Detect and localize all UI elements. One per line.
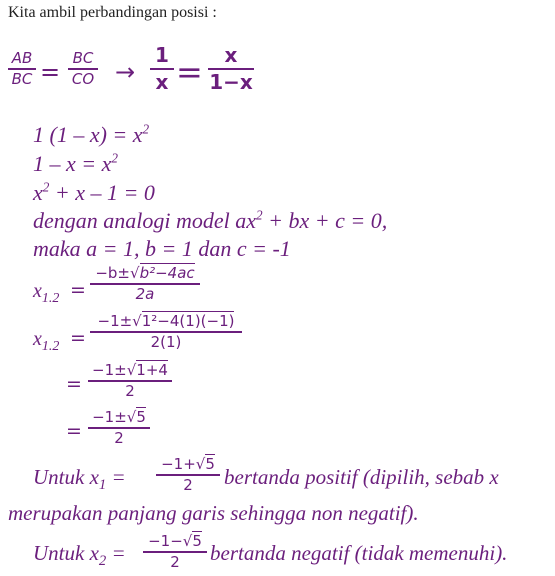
quad-fraction-substituted: −1±√1²−4(1)(−1) 2(1)	[90, 313, 242, 352]
conclusion-2-fraction: −1−√5 2	[143, 533, 207, 572]
step-line-2: $1 - x = x^2$	[33, 150, 118, 176]
quad-fraction-final: −1±√5 2	[88, 409, 150, 448]
conclusion-2-lead: Untuk $x_2$ =	[33, 541, 126, 570]
quad-equals-4: =	[66, 420, 82, 442]
conclusion-1-fraction: −1+√5 2	[156, 456, 220, 495]
intro-text: Kita ambil perbandingan posisi :	[8, 4, 217, 21]
step-line-5: maka a = 1, b = 1 dan c = -1	[33, 236, 291, 261]
quad-equals-1: =	[70, 279, 86, 301]
quad-equals-2: =	[70, 327, 86, 349]
ratio-equals-1: =	[40, 58, 61, 86]
ratio-fraction-x-1minusx: x 1−x	[209, 43, 253, 94]
quad-fraction-simplified: −1±√1+4 2	[88, 362, 172, 401]
step-line-1: 1 $(1 - x) = x^2$	[33, 121, 150, 147]
ratio-fraction-1-x: 1 x	[150, 44, 174, 94]
conclusion-1-tail: bertanda positif (dipilih, sebab x	[224, 465, 499, 489]
step-line-4: dengan analogi model $ax^2$ + bx + c = 0,	[33, 207, 388, 233]
quad-fraction-general: −b±√b²−4ac 2a	[90, 265, 200, 304]
quad-equals-3: =	[66, 373, 82, 395]
conclusion-1-lead: Untuk $x_1$ =	[33, 465, 126, 494]
quad-label-2: $x_{1.2}$	[33, 328, 60, 354]
ratio-equals-2: =	[176, 53, 203, 91]
conclusion-2-tail: bertanda negatif (tidak memenuhi).	[210, 541, 508, 565]
conclusion-1-line-2: merupakan panjang garis sehingga non negatif).	[8, 501, 419, 525]
step-line-3: $x^2 + x - 1 = 0$	[33, 179, 155, 205]
ratio-fraction-bc-co: BC CO	[68, 50, 98, 89]
ratio-fraction-ab-bc: AB BC	[8, 50, 36, 89]
quad-label-1: $x_{1.2}$	[33, 280, 60, 306]
ratio-arrow: →	[115, 58, 136, 86]
